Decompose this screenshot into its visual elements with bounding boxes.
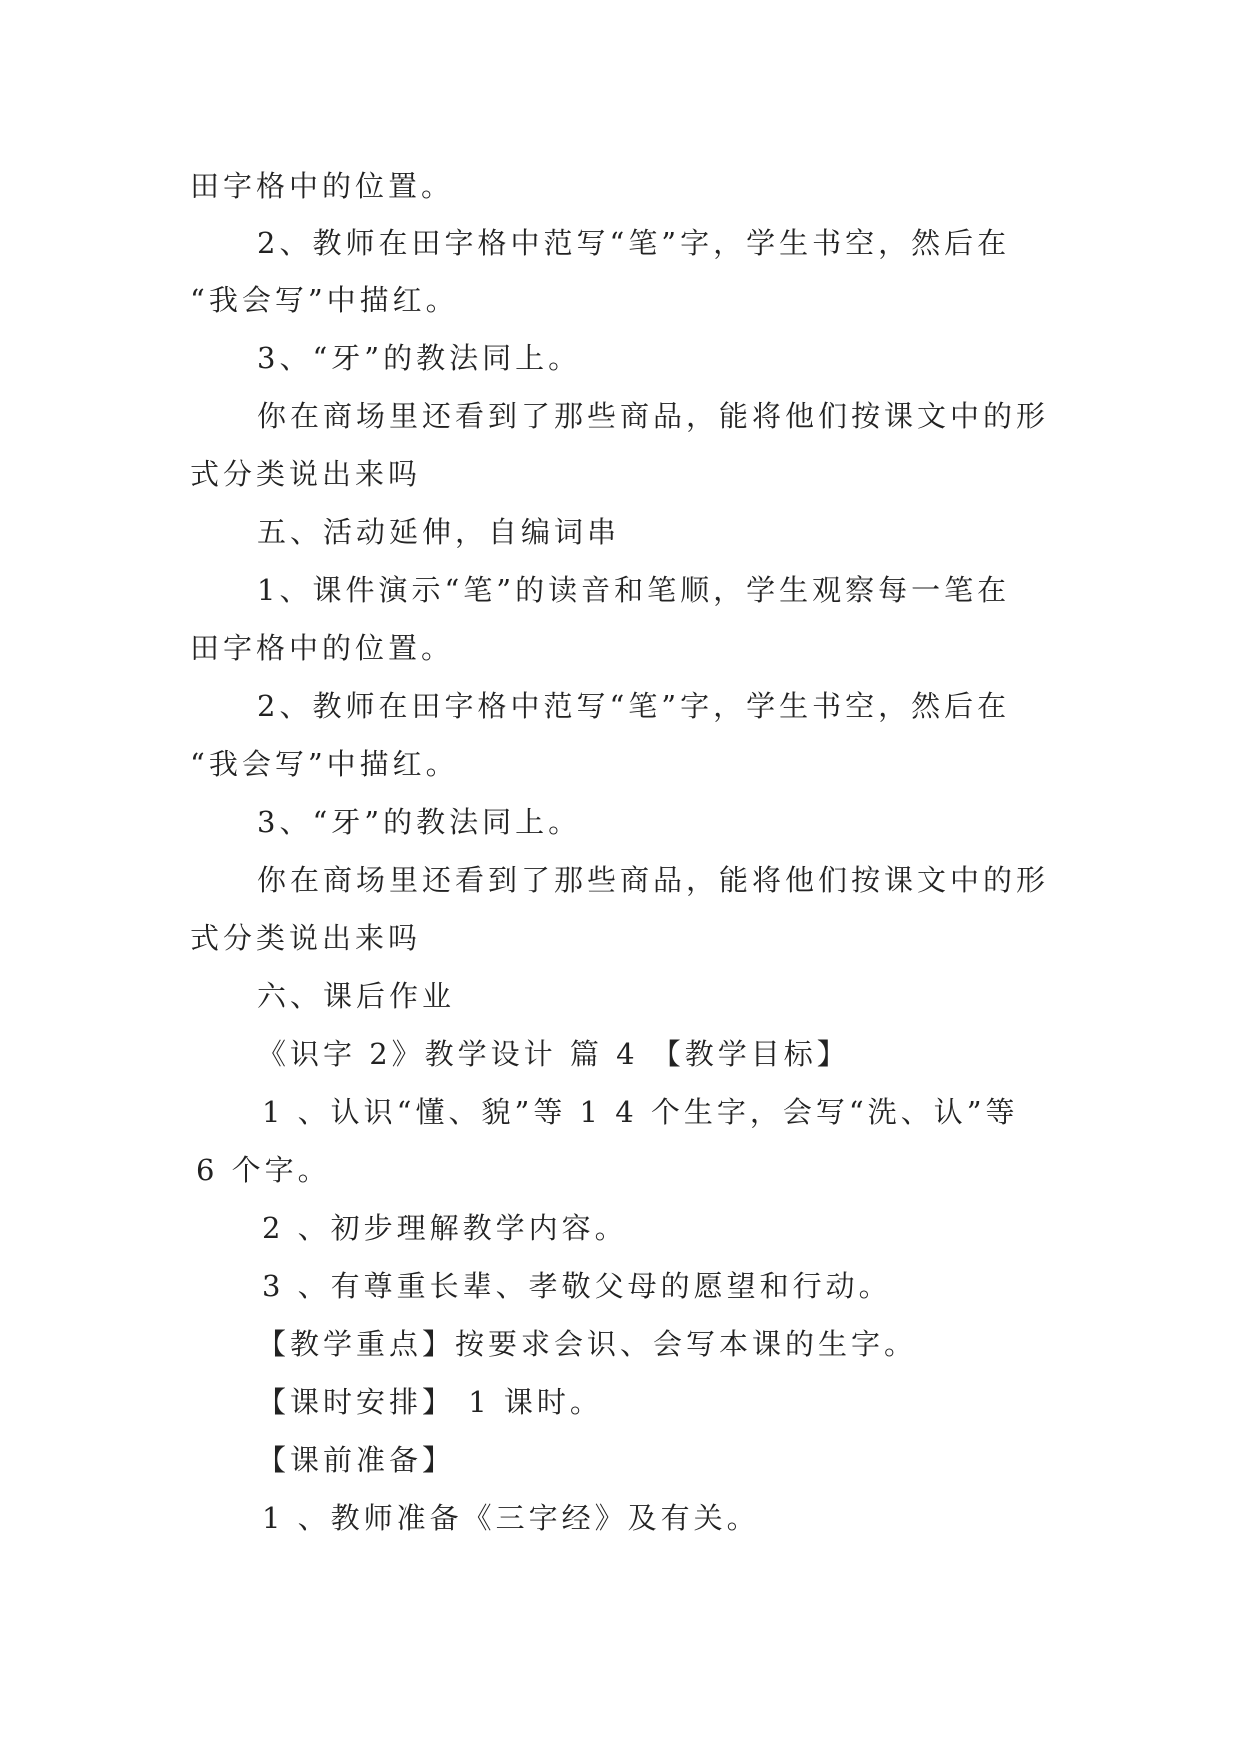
text-line: 【教学重点】按要求会识、会写本课的生字。: [257, 1327, 918, 1361]
text-line: 2 、初步理解教学内容。: [262, 1211, 628, 1245]
section-heading: 【课前准备】: [257, 1443, 456, 1477]
text-line: 2、教师在田字格中范写“笔”字，学生书空，然后在: [257, 226, 1011, 260]
section-heading: 六、课后作业: [257, 979, 456, 1013]
text-line: 式分类说出来吗: [190, 457, 422, 491]
text-line: 3 、有尊重长辈、孝敬父母的愿望和行动。: [262, 1269, 892, 1303]
text-line: 1 、认识“懂、貌”等 1 4 个生字，会写“洗、认”等: [262, 1095, 1019, 1129]
text-line: “我会写”中描红。: [190, 283, 459, 317]
text-line: 3、“牙”的教法同上。: [257, 341, 582, 375]
section-heading: 五、活动延伸，自编词串: [257, 515, 621, 549]
text-line: 1、课件演示“笔”的读音和笔顺，学生观察每一笔在: [257, 573, 1011, 607]
text-line: 你在商场里还看到了那些商品，能将他们按课文中的形: [257, 399, 1050, 433]
text-line: 田字格中的位置。: [190, 169, 455, 203]
article-title-line: 《识字 2》教学设计 篇 4 【教学目标】: [257, 1037, 850, 1071]
text-line: 6 个字。: [196, 1153, 331, 1187]
text-line: 式分类说出来吗: [190, 921, 422, 955]
text-line: 1 、教师准备《三字经》及有关。: [262, 1501, 760, 1535]
text-line: “我会写”中描红。: [190, 747, 459, 781]
text-line: 3、“牙”的教法同上。: [257, 805, 582, 839]
text-line: 你在商场里还看到了那些商品，能将他们按课文中的形: [257, 863, 1050, 897]
text-line: 田字格中的位置。: [190, 631, 455, 665]
text-line: 2、教师在田字格中范写“笔”字，学生书空，然后在: [257, 689, 1011, 723]
text-line: 【课时安排】 1 课时。: [257, 1385, 603, 1419]
